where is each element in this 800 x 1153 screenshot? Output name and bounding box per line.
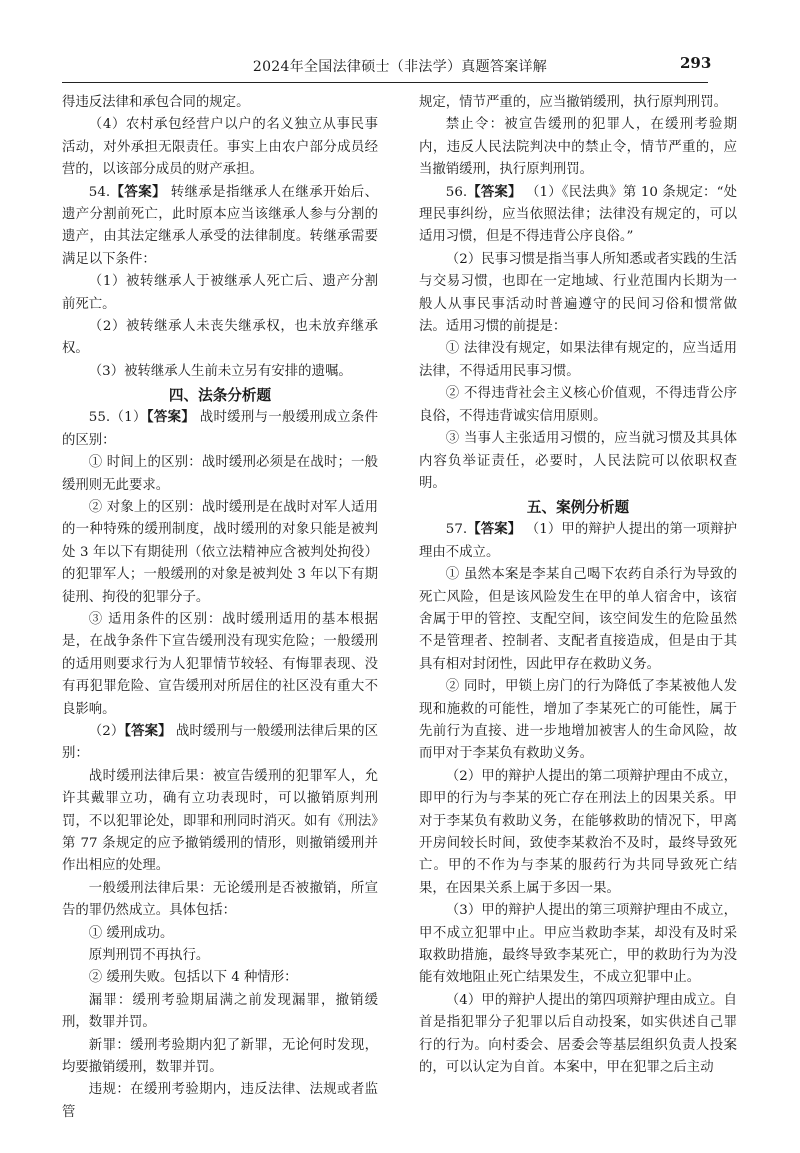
paragraph-text: （4）甲的辩护人提出的第四项辩护理由成立。自首是指犯罪分子犯罪以后自动投案，如实供述自己罪行的行为。向村委会、居委会等基层组织负责人投案的，可以认定为自首。本案中，甲在犯罪之后主动 xyxy=(419,992,737,1076)
paragraph xyxy=(419,383,737,428)
paragraph-text: ① 时间上的区别：战时缓刑必须是在战时；一般缓刑则无此要求。 xyxy=(62,455,378,493)
answer-label: 【答案】 xyxy=(124,723,172,739)
paragraph xyxy=(62,92,378,114)
paragraph xyxy=(62,452,378,497)
paragraph-text: 战时缓刑与一般缓刑法律后果的区别： xyxy=(62,723,378,762)
paragraph xyxy=(419,990,737,1080)
paragraph-text: 禁止令：被宣告缓刑的犯罪人，在缓刑考验期内，违反人民法院判决中的禁止令，情节严重的，应当撤销缓刑，执行原判刑罚。 xyxy=(419,117,737,178)
paragraph-text: （1）甲的辩护人提出的第一项辩护理由不成立。 xyxy=(419,522,737,560)
paragraph xyxy=(62,609,378,721)
paragraph xyxy=(62,114,378,181)
paragraph xyxy=(62,271,378,316)
paragraph-text: ① 法律没有规定，如果法律有规定的，应当适用法律，不得适用民事习惯。 xyxy=(419,341,737,379)
paragraph xyxy=(62,967,378,989)
page-number: 293 xyxy=(680,54,712,72)
paragraph-text: （1）《民法典》第 10 条规定：“处理民事纠纷，应当依照法律；法律没有规定的，可以适用习惯，但是不得违背公序良俗。” xyxy=(419,184,737,245)
paragraph-text: （2）甲的辩护人提出的第二项辩护理由不成立，即甲的行为与李某的死亡存在刑法上的因果关系。甲对于李某负有救助义务，在能够救助的情况下，甲离开房间较长时间，致使李某救治不及时，最终导致死亡。甲的不作为与李某的服药行为共同导致死亡结果，在因果关系上属于多因一果。 xyxy=(419,768,737,896)
paragraph xyxy=(62,721,378,766)
answer-label: 【答案】 xyxy=(467,522,522,538)
paragraph xyxy=(419,900,737,990)
paragraph xyxy=(62,361,378,383)
paragraph-text: 原判刑罚不再执行。 xyxy=(88,948,210,964)
paragraph xyxy=(62,945,378,967)
paragraph xyxy=(419,428,737,495)
paragraph-text: （3）甲的辩护人提出的第三项辩护理由不成立，甲不成立犯罪中止。甲应当救助李某，却没有及时采取救助措施，最终导致李某死亡，甲的救助行为为没能有效地阻止死亡结果发生，不成立犯罪中止。 xyxy=(419,903,737,986)
paragraph xyxy=(419,676,737,766)
answer-label: 【答案】 xyxy=(146,410,196,426)
paragraph xyxy=(419,338,737,383)
paragraph xyxy=(62,407,378,452)
paragraph-text: （1）被转继承人于被继承人死亡后、遗产分割前死亡。 xyxy=(62,274,378,312)
paragraph-text: （2）被转继承人未丧失继承权，也未放弃继承权。 xyxy=(62,319,378,357)
paragraph xyxy=(62,1035,378,1080)
paragraph-text: 规定，情节严重的，应当撤销缓刑，执行原判刑罚。 xyxy=(419,95,727,110)
paragraph-text: ② 同时，甲锁上房门的行为降低了李某被他人发现和施救的可能性，增加了李某死亡的可能性，属于先前行为直接、进一步地增加被害人的生命风险，故而甲对于李某负有救助义务。 xyxy=(419,679,737,762)
paragraph xyxy=(419,564,737,676)
paragraph-text: 战时缓刑与一般缓刑成立条件的区别： xyxy=(62,410,378,448)
paragraph xyxy=(62,923,378,945)
paragraph xyxy=(62,316,378,361)
paragraph-text: ② 不得违背社会主义核心价值观，不得违背公序良俗，不得违背诚实信用原则。 xyxy=(419,386,737,424)
question-number: 57. xyxy=(445,522,468,538)
paragraph xyxy=(62,1079,378,1124)
paragraph-text: 得违反法律和承包合同的规定。 xyxy=(62,95,250,110)
paragraph-text: 一般缓刑法律后果：无论缓刑是否被撤销，所宣告的罪仍然成立。具体包括： xyxy=(62,880,378,919)
question-number: 55.（1） xyxy=(88,410,147,426)
question-number: 54. xyxy=(88,184,111,200)
section-heading: 四、法条分析题 xyxy=(168,387,272,405)
right-column xyxy=(419,92,737,1079)
paragraph xyxy=(62,766,378,878)
paragraph xyxy=(419,249,737,339)
paragraph xyxy=(419,182,737,249)
paragraph xyxy=(419,92,737,114)
paragraph xyxy=(419,114,737,181)
paragraph-text: ③ 当事人主张适用习惯的，应当就习惯及其具体内容负举证责任，必要时，人民法院可以依职权查明。 xyxy=(419,431,737,491)
paragraph-text: ① 虽然本案是李某自己喝下农药自杀行为导致的死亡风险，但是该风险发生在甲的单人宿舍中，该宿舍属于甲的管控、支配空间，该空间发生的危险虽然不是管理者、控制者、支配者直接造成，但是由于其具有相对封闭性，因此甲存在救助义务。 xyxy=(419,567,737,672)
paragraph xyxy=(62,878,378,923)
running-header-title: 2024年全国法律硕士（非法学）真题答案详解 xyxy=(252,59,548,75)
paragraph xyxy=(62,990,378,1035)
header-rule xyxy=(62,82,708,83)
paragraph xyxy=(62,497,378,609)
left-column xyxy=(62,92,378,1124)
answer-label: 【答案】 xyxy=(467,184,522,200)
section-heading: 五、案例分析题 xyxy=(526,499,630,517)
paragraph-text: ③ 适用条件的区别：战时缓刑适用的基本根据是，在战争条件下宣告缓刑没有现实危险；一般缓刑的适用则要求行为人犯罪情节较轻、有悔罪表现、没有再犯罪危险、宣告缓刑对所居住的社区没有重大不良影响。 xyxy=(62,611,378,717)
paragraph-text: ① 缓刑成功。 xyxy=(88,925,174,941)
question-number: 56. xyxy=(445,184,468,200)
paragraph-text: 新罪：缓刑考验期内犯了新罪，无论何时发现，均要撤销缓刑，数罪并罚。 xyxy=(62,1037,378,1076)
paragraph-text: （3）被转继承人生前未立另有安排的遗嘱。 xyxy=(88,363,352,379)
paragraph-text: （2）民事习惯是指当事人所知悉或者实践的生活与交易习惯，也即在一定地域、行业范围内长期为一般人从事民事活动时普遍遵守的民间习俗和惯常做法。适用习惯的前提是： xyxy=(419,251,737,335)
paragraph-text: 转继承是指继承人在继承开始后、遗产分割前死亡，此时原本应当该继承人参与分割的遗产，由其法定继承人承受的法律制度。转继承需要满足以下条件： xyxy=(62,184,378,267)
paragraph xyxy=(62,182,378,272)
paragraph-text: （4）农村承包经营户以户的名义独立从事民事活动，对外承担无限责任。事实上由农户部分成员经营的，以该部分成员的财产承担。 xyxy=(62,117,378,178)
paragraph-text: 违规：在缓刑考验期内，违反法律、法规或者监管 xyxy=(62,1082,378,1120)
paragraph xyxy=(419,519,737,564)
question-number: （2） xyxy=(88,723,125,739)
answer-label: 【答案】 xyxy=(110,184,166,200)
paragraph-text: 漏罪：缓刑考验期届满之前发现漏罪，撤销缓刑，数罪并罚。 xyxy=(62,992,378,1031)
paragraph-text: ② 缓刑失败。包括以下 4 种情形： xyxy=(88,970,298,986)
paragraph xyxy=(419,766,737,900)
paragraph-text: ② 对象上的区别：战时缓刑是在战时对军人适用的一种特殊的缓刑制度，战时缓刑的对象只能是被判处 3 年以下有期徒刑（依立法精神应含被判处拘役）的犯罪军人；一般缓刑的对象是被判处 3 年以下有期徒刑、拘役的犯罪分子。 xyxy=(62,499,378,605)
paragraph-text: 战时缓刑法律后果：被宣告缓刑的犯罪军人，允许其戴罪立功，确有立功表现时，可以撤销原判刑罚，不以犯罪论处，即罪和刑同时消灭。如有《刑法》第 77 条规定的应予撤销缓刑的情形，则撤销缓刑并作出相应的处理。 xyxy=(62,768,378,874)
